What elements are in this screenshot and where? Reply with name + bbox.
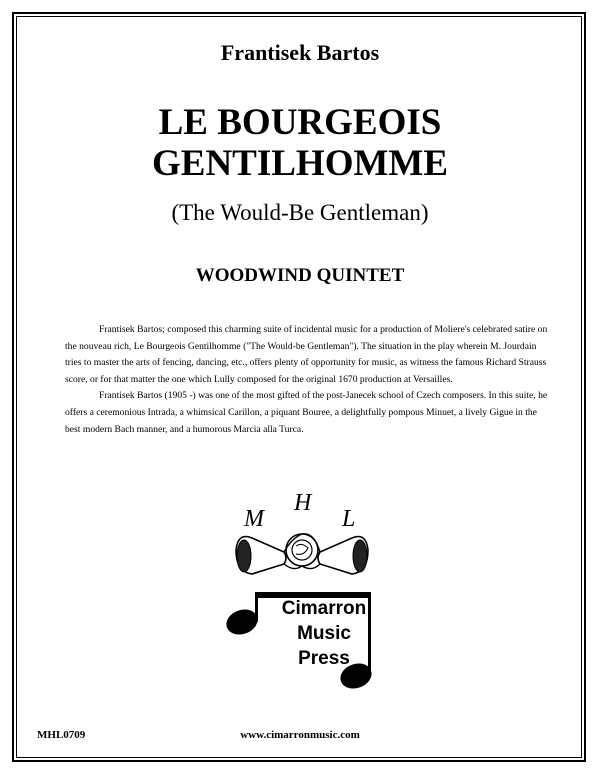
page-subtitle: (The Would-Be Gentleman)	[171, 200, 429, 225]
description	[65, 322, 549, 438]
mhl-letter-l: L	[342, 506, 356, 532]
mhl-logo	[232, 488, 372, 580]
page-title	[0, 102, 600, 184]
description-paragraph-2: Frantisek Bartos (1905 -) was one of the most gifted of the post-Janecek school of Czech composers. In this suite, he offers a ceremonious Intrada, a whimsical Carillon, a piquant Bouree, a delightfully pompous Minuet, a lively Gigue in the best modern Bach manner, and a humorous Marcia alla Turca.	[65, 390, 548, 435]
publisher-name	[268, 596, 380, 671]
mhl-letter-h: H	[294, 490, 312, 516]
title-line-1: LE BOURGEOIS	[158, 102, 442, 143]
publisher-line-1: Cimarron	[281, 598, 367, 619]
description-paragraph-1: Frantisek Bartos; composed this charming suite of incidental music for a production of Moliere's celebrated satire on the nouveau rich, Le Bourgeois Gentilhomme ("The Would-be Gentleman"). The situation in the play wherein M. Jourdain tries to master the arts of fencing, dancing, etc., offers plenty of opportunity for music, as witness the famous Richard Strauss score, or for that matter the one which Lully composed for the original 1670 production at Versailles.	[65, 324, 548, 385]
publisher-line-2: Music	[297, 623, 351, 644]
title-line-2: GENTILHOMME	[151, 143, 449, 184]
publisher-line-3: Press	[298, 648, 350, 669]
mhl-horns-icon	[232, 488, 372, 580]
mhl-letter-m: M	[244, 506, 264, 532]
catalog-number: MHL0709	[37, 729, 86, 741]
publisher-logo	[220, 590, 390, 696]
ensemble-label: WOODWIND QUINTET	[195, 265, 405, 286]
composer-name: Frantisek Bartos	[220, 40, 380, 65]
website-link[interactable]: www.cimarronmusic.com	[240, 729, 360, 741]
